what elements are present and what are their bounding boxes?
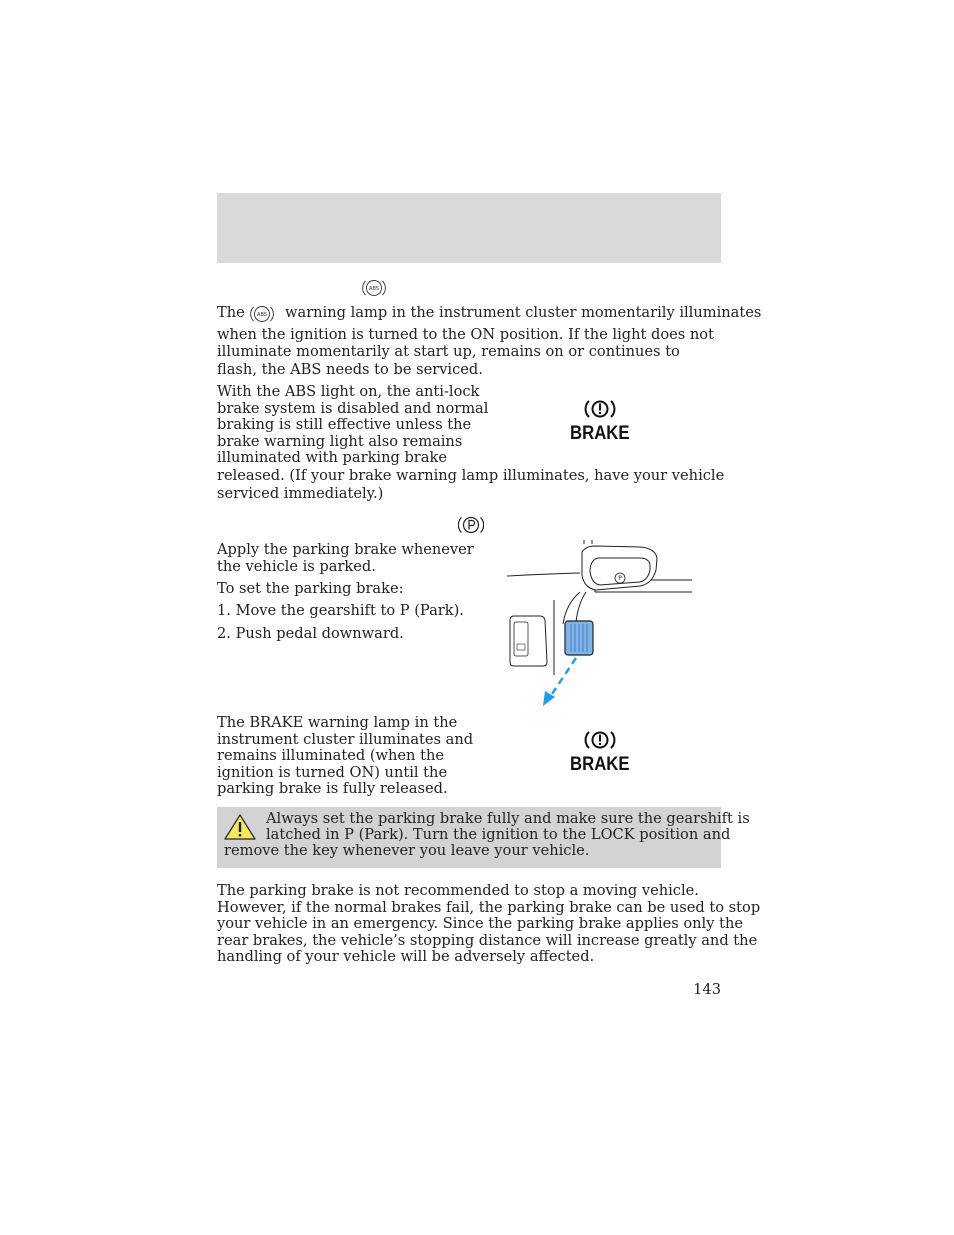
svg-text:ABS: ABS <box>257 312 267 318</box>
warning-line-2: latched in P (Park). Turn the ignition to the LOCK position and <box>266 826 731 843</box>
parking-step-1: 1. Move the gearshift to P (Park). <box>217 602 464 619</box>
warning-triangle-icon <box>223 813 257 841</box>
abs-warning-icon <box>250 303 274 325</box>
abs-paragraph-lead: The <box>217 304 245 321</box>
brake-label: BRAKE <box>570 754 630 775</box>
brake-warning-icon <box>584 729 616 751</box>
page-number: 143 <box>693 981 721 998</box>
warning-line-1: Always set the parking brake fully and make sure the gearshift is <box>266 810 750 827</box>
parking-step-2: 2. Push pedal downward. <box>217 625 404 642</box>
parking-intro: Apply the parking brake whenever the vehicle is parked. <box>217 541 474 575</box>
abs-light-paragraph-cont: released. (If your brake warning lamp illuminates, have your vehicle serviced immediately.) <box>217 467 725 502</box>
brake-warning-indicator <box>560 729 640 775</box>
brake-lamp-paragraph: The BRAKE warning lamp in the instrument cluster illuminates and remains illuminated (when the ignition is turned ON) until the parking brake is fully released. <box>217 714 474 798</box>
brake-label: BRAKE <box>570 423 630 444</box>
brake-warning-icon <box>584 398 616 420</box>
abs-paragraph-rest: when the ignition is turned to the ON position. If the light does not illuminate momentarily at start up, remains on or continues to flash, the ABS needs to be serviced. <box>217 326 714 378</box>
svg-text:ABS: ABS <box>369 286 379 292</box>
parking-to-set: To set the parking brake: <box>217 580 404 597</box>
warning-line-3: remove the key whenever you leave your vehicle. <box>224 842 590 859</box>
section-header-bar <box>217 193 721 263</box>
parking-brake-illustration <box>500 540 700 712</box>
abs-warning-icon <box>362 277 386 299</box>
parking-brake-icon <box>458 514 484 536</box>
closing-paragraph: The parking brake is not recommended to stop a moving vehicle. However, if the normal brakes fail, the parking brake can be used to stop your vehicle in an emergency. Since the parking brake applies only the rear brakes, the vehicle’s stopping distance will increase greatly and the handling of your vehicle will be adversely affected. <box>217 882 761 966</box>
brake-warning-indicator <box>560 398 640 444</box>
abs-paragraph-line1: warning lamp in the instrument cluster momentarily illuminates <box>285 304 762 321</box>
abs-light-paragraph: With the ABS light on, the anti-lock brake system is disabled and normal braking is still effective unless the brake warning light also remains illuminated with parking brake <box>217 383 489 467</box>
svg-text:P: P <box>618 575 622 582</box>
